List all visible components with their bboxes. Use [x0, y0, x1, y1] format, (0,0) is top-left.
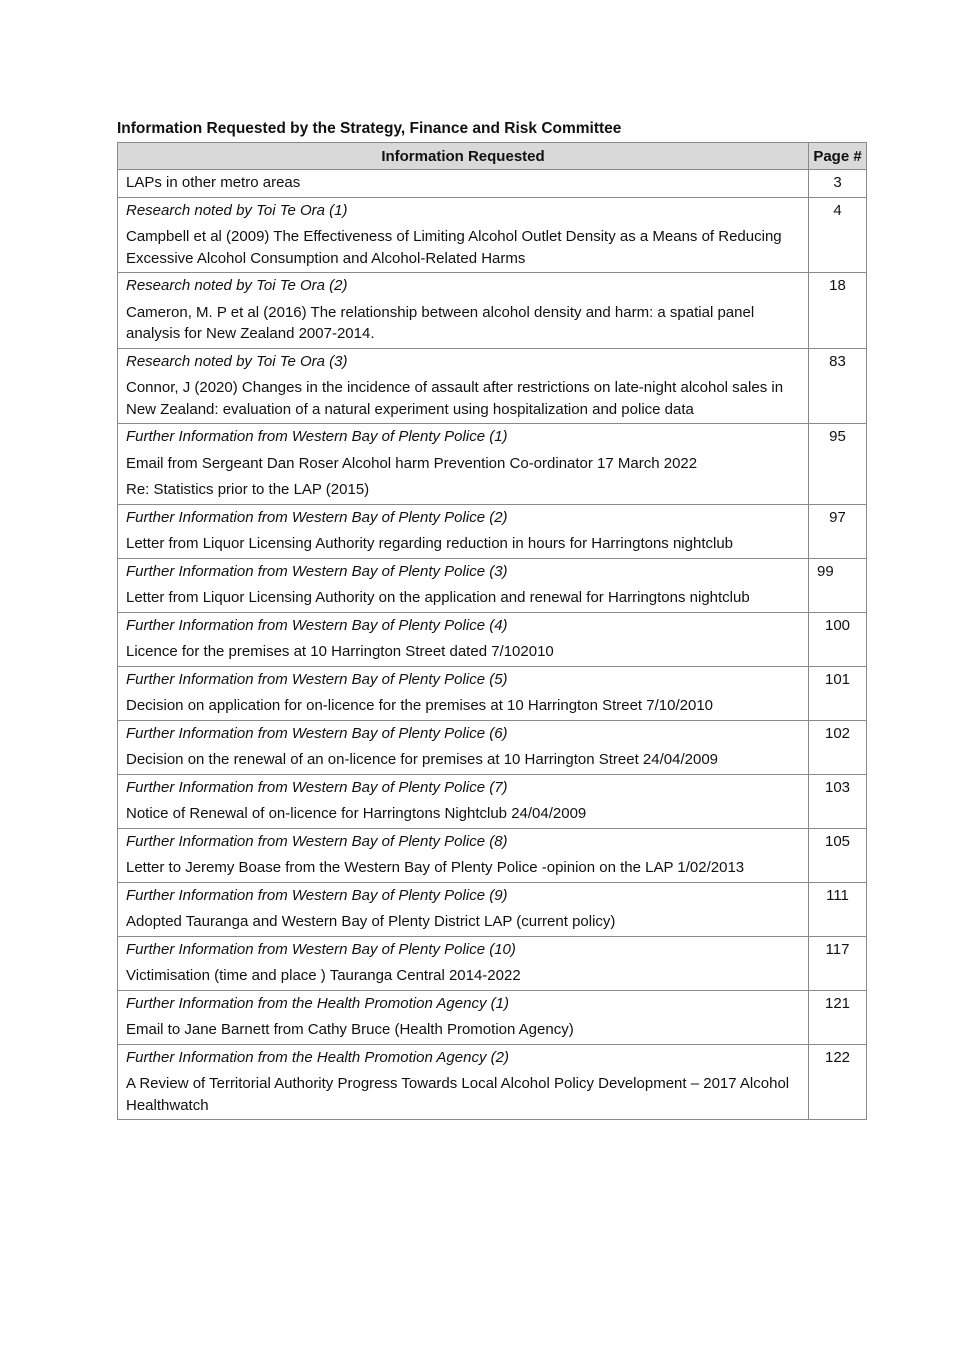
header-page-number: Page # — [809, 143, 867, 170]
info-cell — [118, 197, 809, 273]
item-heading: Research noted by Toi Te Ora (3) — [126, 352, 348, 370]
info-cell — [118, 774, 809, 828]
item-heading: Further Information from Western Bay of Plenty Police (10) — [126, 940, 516, 958]
info-cell — [118, 828, 809, 882]
item-description: Connor, J (2020) Changes in the incidence of assault after restrictions on late-night alcohol sales in New Zealand: evaluation of a natural experiment using hospitalization and police data — [126, 379, 784, 418]
page-number-cell: 103 — [809, 774, 867, 828]
table-row — [118, 348, 867, 424]
table-body — [118, 170, 867, 1120]
item-description: Email to Jane Barnett from Cathy Bruce (Health Promotion Agency) — [126, 1021, 574, 1038]
info-cell — [118, 170, 809, 198]
info-cell — [118, 720, 809, 774]
page-number-cell: 99 — [809, 558, 867, 612]
info-cell — [118, 882, 809, 936]
page-number-cell: 18 — [809, 273, 867, 349]
page-number-cell: 117 — [809, 936, 867, 990]
item-heading: Research noted by Toi Te Ora (1) — [126, 201, 348, 219]
item-description: Campbell et al (2009) The Effectiveness of Limiting Alcohol Outlet Density as a Means of Reducing Excessive Alcohol Consumption and Alcohol-Related Harms — [126, 228, 782, 267]
item-description: Letter to Jeremy Boase from the Western Bay of Plenty Police -opinion on the LAP 1/02/2013 — [126, 859, 745, 876]
item-heading: Further Information from Western Bay of Plenty Police (7) — [126, 778, 508, 796]
item-heading: Further Information from Western Bay of Plenty Police (2) — [126, 508, 508, 526]
table-row — [118, 828, 867, 882]
item-heading: Further Information from the Health Promotion Agency (2) — [126, 1048, 509, 1066]
info-cell — [118, 1044, 809, 1120]
item-description: Decision on application for on-licence for the premises at 10 Harrington Street 7/10/2010 — [126, 697, 713, 714]
item-description: Decision on the renewal of an on-licence for premises at 10 Harrington Street 24/04/2009 — [126, 751, 719, 768]
info-cell — [118, 348, 809, 424]
item-description: Letter from Liquor Licensing Authority on the application and renewal for Harringtons nightclub — [126, 589, 750, 606]
info-cell — [118, 504, 809, 558]
page-number-cell: 97 — [809, 504, 867, 558]
table-header-row — [118, 143, 867, 170]
item-description: Adopted Tauranga and Western Bay of Plenty District LAP (current policy) — [126, 913, 616, 930]
info-cell — [118, 936, 809, 990]
item-heading: Further Information from the Health Promotion Agency (1) — [126, 994, 509, 1012]
table-row — [118, 1044, 867, 1120]
page-number-cell: 101 — [809, 666, 867, 720]
item-description: A Review of Territorial Authority Progress Towards Local Alcohol Policy Development – 2017 Alcohol Healthwatch — [126, 1075, 790, 1114]
document-page — [117, 119, 866, 1120]
item-heading: Further Information from Western Bay of Plenty Police (5) — [126, 670, 508, 688]
item-description: Licence for the premises at 10 Harrington Street dated 7/102010 — [126, 643, 554, 660]
table-row — [118, 558, 867, 612]
info-cell — [118, 424, 809, 505]
item-description: Cameron, M. P et al (2016) The relationship between alcohol density and harm: a spatial panel analysis for New Zealand 2007-2014. — [126, 303, 755, 342]
table-row — [118, 774, 867, 828]
information-table — [117, 142, 867, 1120]
page-number-cell: 4 — [809, 197, 867, 273]
item-heading: Research noted by Toi Te Ora (2) — [126, 277, 348, 294]
table-row — [118, 936, 867, 990]
page-number-cell: 111 — [809, 882, 867, 936]
table-row — [118, 170, 867, 198]
table-row — [118, 612, 867, 666]
table-row — [118, 273, 867, 349]
page-number-cell: 95 — [809, 424, 867, 505]
document-title: Information Requested by the Strategy, Finance and Risk Committee — [117, 120, 622, 137]
info-cell — [118, 273, 809, 349]
item-heading: Further Information from Western Bay of Plenty Police (3) — [126, 562, 508, 580]
item-heading: Further Information from Western Bay of Plenty Police (8) — [126, 832, 508, 850]
info-cell — [118, 990, 809, 1044]
table-row — [118, 666, 867, 720]
table-row — [118, 197, 867, 273]
item-description: Re: Statistics prior to the LAP (2015) — [126, 481, 370, 498]
info-cell — [118, 612, 809, 666]
page-number-cell: 121 — [809, 990, 867, 1044]
item-description: Victimisation (time and place ) Tauranga Central 2014-2022 — [126, 967, 521, 984]
item-heading: Further Information from Western Bay of Plenty Police (9) — [126, 886, 508, 904]
table-row — [118, 424, 867, 505]
info-cell — [118, 558, 809, 612]
item-heading: Further Information from Western Bay of Plenty Police (6) — [126, 724, 508, 742]
info-cell — [118, 666, 809, 720]
header-information-requested: Information Requested — [118, 143, 809, 170]
table-row — [118, 990, 867, 1044]
page-number-cell: 3 — [809, 170, 867, 198]
page-number-cell: 102 — [809, 720, 867, 774]
page-number-cell: 105 — [809, 828, 867, 882]
table-row — [118, 504, 867, 558]
item-description: LAPs in other metro areas — [126, 174, 301, 191]
item-heading: Further Information from Western Bay of Plenty Police (1) — [126, 428, 508, 445]
page-number-cell: 83 — [809, 348, 867, 424]
item-description: Letter from Liquor Licensing Authority regarding reduction in hours for Harringtons nightclub — [126, 535, 734, 552]
item-description: Email from Sergeant Dan Roser Alcohol harm Prevention Co-ordinator 17 March 2022 — [126, 454, 698, 472]
page-number-cell: 122 — [809, 1044, 867, 1120]
table-row — [118, 882, 867, 936]
table-row — [118, 720, 867, 774]
page-number-cell: 100 — [809, 612, 867, 666]
item-heading: Further Information from Western Bay of Plenty Police (4) — [126, 616, 508, 634]
item-description: Notice of Renewal of on-licence for Harringtons Nightclub 24/04/2009 — [126, 805, 587, 822]
